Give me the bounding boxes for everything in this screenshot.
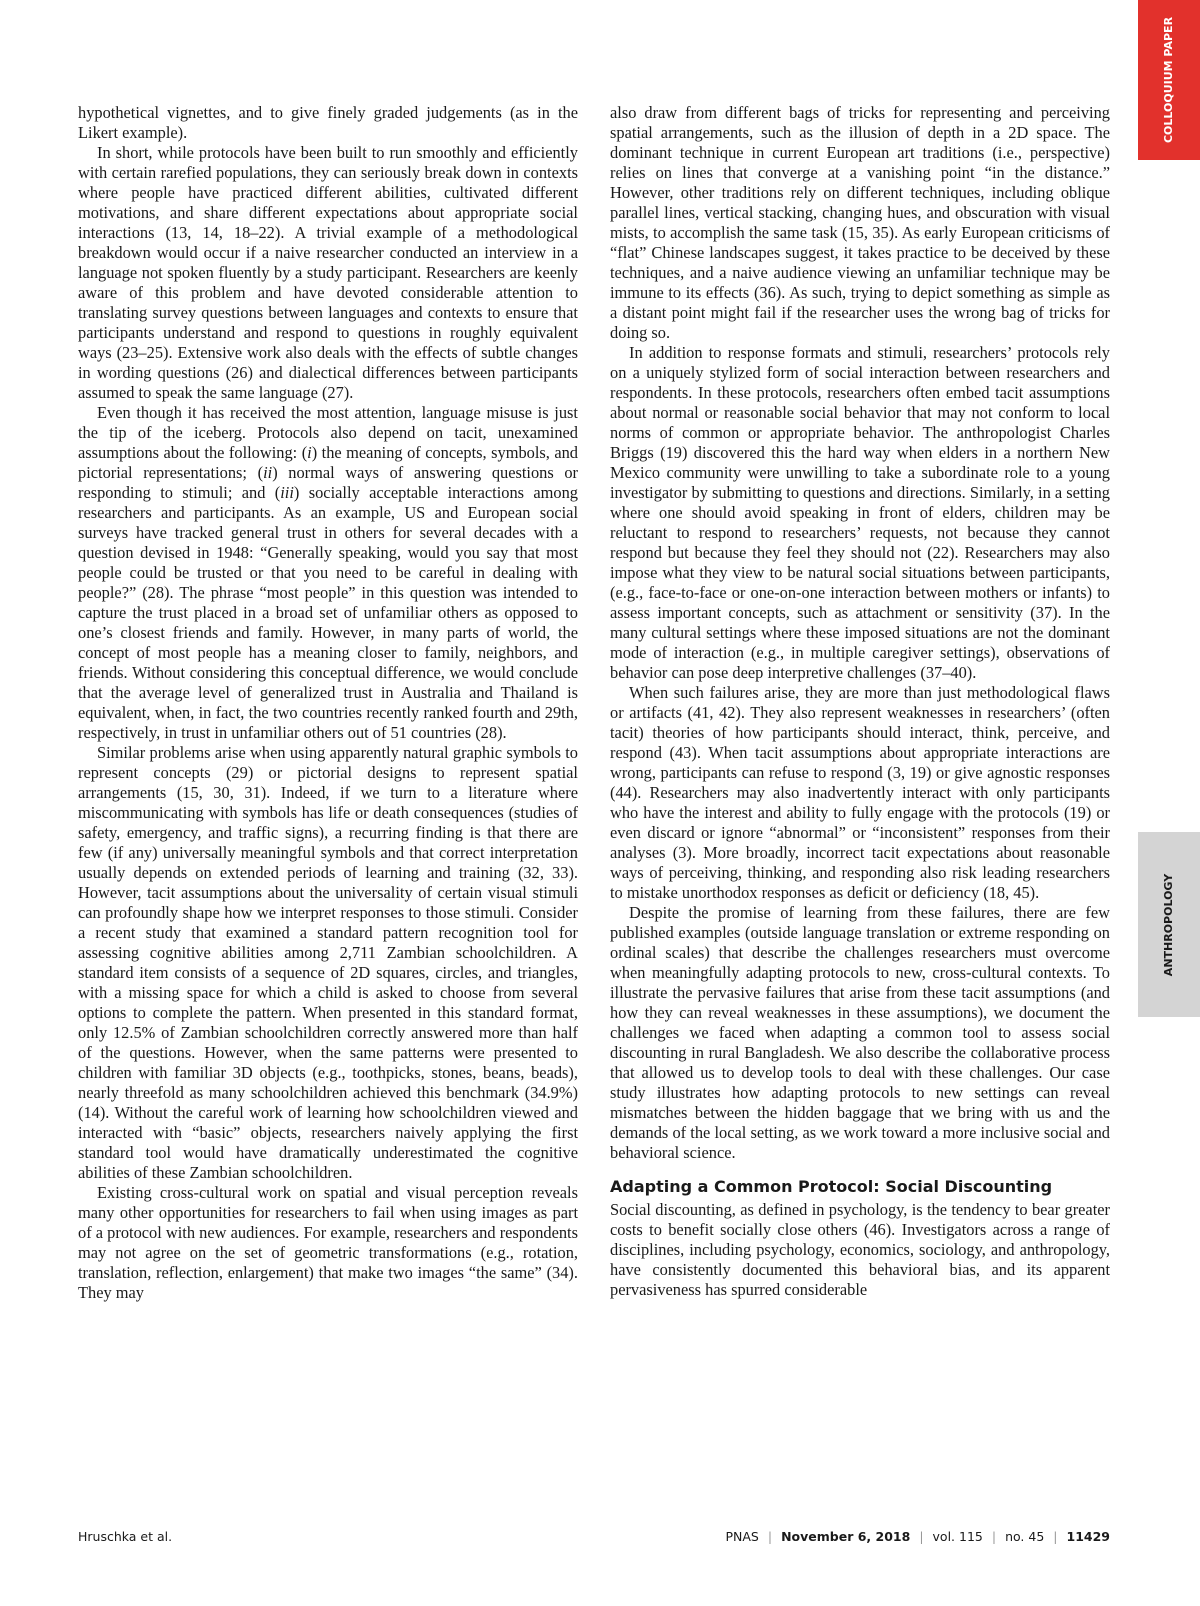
paragraph: also draw from different bags of tricks for representing and perceiving spatial arrangements, such as the illusion of depth in a 2D space. The dominant technique in current European art traditions (i.e., perspective) relies on lines that converge at a vanishing point “in the distance.” However, other traditions rely on different techniques, including oblique parallel lines, vertical stacking, changing hues, and obscuration with visual mists, to accomplish the same task (15, 35). As early European criticisms of “flat” Chinese landscapes suggest, it takes practice to be deceived by these techniques, and a naive audience viewing an unfamiliar technique may be immune to its effects (36). As such, trying to depict something as simple as a distant point might fail if the researcher uses the wrong bag of tricks for doing so. — [610, 103, 1110, 342]
paragraph: Similar problems arise when using apparently natural graphic symbols to represent concepts (29) or pictorial designs to represent spatial arrangements (15, 30, 31). Indeed, if we turn to a literature where miscommunicating with symbols has life or death consequences (studies of safety, emergency, and traffic signs), a recurring finding is that there are few (if any) universally meaningful symbols and that correct interpretation usually depends on extended periods of learning and training (32, 33). However, tacit assumptions about the universality of certain visual stimuli can profoundly shape how we interpret responses to those stimuli. Consider a recent study that examined a standard pattern recognition tool for assessing cognitive abilities among 2,711 Zambian schoolchildren. A standard item consists of a sequence of 2D squares, circles, and triangles, with a missing space for which a child is asked to choose from several options to complete the pattern. When presented in this standard format, only 12.5% of Zambian schoolchildren correctly answered more than half of the questions. However, when the same patterns were presented to children with familiar 3D objects (e.g., toothpicks, stones, beans, beads), nearly threefold as many schoolchildren achieved this benchmark (34.9%) (14). Without the careful work of learning how schoolchildren viewed and interacted with “basic” objects, researchers naively applying the first standard tool would have dramatically underestimated the cognitive abilities of these Zambian schoolchildren. — [78, 743, 578, 1182]
paragraph: In addition to response formats and stimuli, researchers’ protocols rely on a uniquely stylized form of social interaction between researchers and respondents. In these protocols, researchers often embed tacit assumptions about normal or reasonable social behavior that may not conform to local norms of common or appropriate behavior. The anthropologist Charles Briggs (19) discovered this the hard way when elders in a northern New Mexico community were unwilling to take a subordinate role to a young investigator by submitting to questions and directions. Similarly, in a setting where one should avoid speaking in front of elders, children may be reluctant to respond to researchers’ requests, not because they cannot respond but because they feel they should not (22). Researchers may also impose what they view to be natural social situations between participants, (e.g., face-to-face or one-on-one interaction between mothers or infants) to assess important concepts, such as attachment or sensitivity (37). In the many cultural settings where these imposed situations are not the dominant mode of interaction (e.g., in multiple caregiver settings), observations of behavior can pose deep interpretive challenges (37–40). — [610, 343, 1110, 682]
section-heading: Adapting a Common Protocol: Social Discounting — [610, 1177, 1053, 1196]
colloquium-paper-tab — [1138, 0, 1200, 160]
footer-separator: | — [991, 1529, 997, 1544]
section-tab-anthropology — [1138, 832, 1200, 1017]
paragraph: In short, while protocols have been built to run smoothly and efficiently with certain rarefied populations, they can seriously break down in contexts where people have practiced different abilities, cultivated different motivations, and share different expectations about appropriate social interactions (13, 14, 18–22). A trivial example of a methodological breakdown would occur if a naive researcher conducted an interview in a language not spoken fluently by a study participant. Researchers are keenly aware of this problem and have devoted considerable attention to translating survey questions between languages and contexts to ensure that participants understand and respond to questions in roughly equivalent ways (23–25). Extensive work also deals with the effects of subtle changes in wording questions (26) and dialectical differences between participants assumed to speak the same language (27). — [78, 143, 578, 402]
paragraph: When such failures arise, they are more than just methodological flaws or artifacts (41, 42). They also represent weaknesses in researchers’ (often tacit) theories of how participants should interact, think, perceive, and respond (43). When tacit assumptions about appropriate interactions are wrong, participants can refuse to respond (3, 19) or give agnostic responses (44). Researchers may also inadvertently interact with only participants who have the interest and ability to fully engage with the protocols (19) or even discard or ignore “abnormal” or “inconsistent” responses from their analyses (3). More broadly, incorrect tacit expectations about reasonable ways of perceiving, thinking, and responding also risk leading researchers to mistake unorthodox responses as deficit or deficiency (18, 45). — [610, 683, 1110, 902]
footer-separator: | — [767, 1529, 773, 1544]
paragraph: Social discounting, as defined in psychology, is the tendency to bear greater costs to benefit socially close others (46). Investigators across a range of disciplines, including psychology, economics, sociology, and anthropology, have consistently documented this behavioral bias, and its apparent pervasiveness has spurred considerable — [610, 1200, 1110, 1299]
paragraph: Existing cross-cultural work on spatial and visual perception reveals many other opportunities for researchers to fail when using images as part of a protocol with new audiences. For example, researchers and respondents may not agree on the set of geometric transformations (e.g., rotation, translation, reflection, enlargement) that make two images “the same” (34). They may — [78, 1183, 578, 1302]
paragraph: Even though it has received the most attention, language misuse is just the tip of the iceberg. Protocols also depend on tacit, unexamined assumptions about the following: (i) the meaning of concepts, symbols, and pictorial representations; (ii) normal ways of answering questions or responding to stimuli; and (iii) socially acceptable interactions among researchers and participants. As an example, US and European social surveys have tracked general trust in others for several decades with a question devised in 1948: “Generally speaking, would you say that most people could be trusted or that you need to be careful in dealing with people?” (28). The phrase “most people” in this question was intended to capture the trust placed in a broad set of unfamiliar others as opposed to one’s closest friends and family. However, in many parts of world, the concept of most people has a meaning closer to family, neighbors, and friends. Without considering this conceptual difference, we would conclude that the average level of generalized trust in Australia and Thailand is equivalent, when, in fact, the two countries recently ranked fourth and 29th, respectively, in trust in unfamiliar others out of 51 countries (28). — [78, 403, 578, 742]
footer-journal: PNAS — [725, 1529, 759, 1544]
footer-authors: Hruschka et al. — [78, 1529, 173, 1544]
footer-separator: | — [919, 1529, 924, 1544]
colloquium-paper-label: COLLOQUIUM PAPER — [1162, 16, 1176, 144]
section-tab-label: ANTHROPOLOGY — [1162, 873, 1176, 976]
right-column — [610, 103, 1110, 1300]
footer-page-number: 11429 — [1066, 1529, 1110, 1544]
left-column — [78, 103, 578, 1303]
footer-date: November 6, 2018 — [781, 1529, 911, 1544]
paragraph: hypothetical vignettes, and to give finely graded judgements (as in the Likert example). — [78, 103, 578, 142]
paragraph: Despite the promise of learning from these failures, there are few published examples (outside language translation or extreme responding on ordinal scales) that describe the challenges researchers must overcome when meaningfully adapting protocols to new, cross-cultural contexts. To illustrate the pervasive failures that arise from these tacit assumptions (and how they can reveal weaknesses in these assumptions), we document the challenges we faced when adapting a common tool to assess social discounting in rural Bangladesh. We also describe the collaborative process that allowed us to develop tools to deal with these challenges. Our case study illustrates how adapting protocols to new settings can reveal mismatches between the hidden baggage that we bring with us and the demands of the local setting, as we work toward a more inclusive social and behavioral science. — [610, 903, 1110, 1162]
footer-volume: vol. 115 — [932, 1529, 983, 1544]
footer-separator: | — [1053, 1529, 1058, 1544]
footer-citation — [725, 1529, 1110, 1544]
footer-issue: no. 45 — [1005, 1529, 1045, 1544]
